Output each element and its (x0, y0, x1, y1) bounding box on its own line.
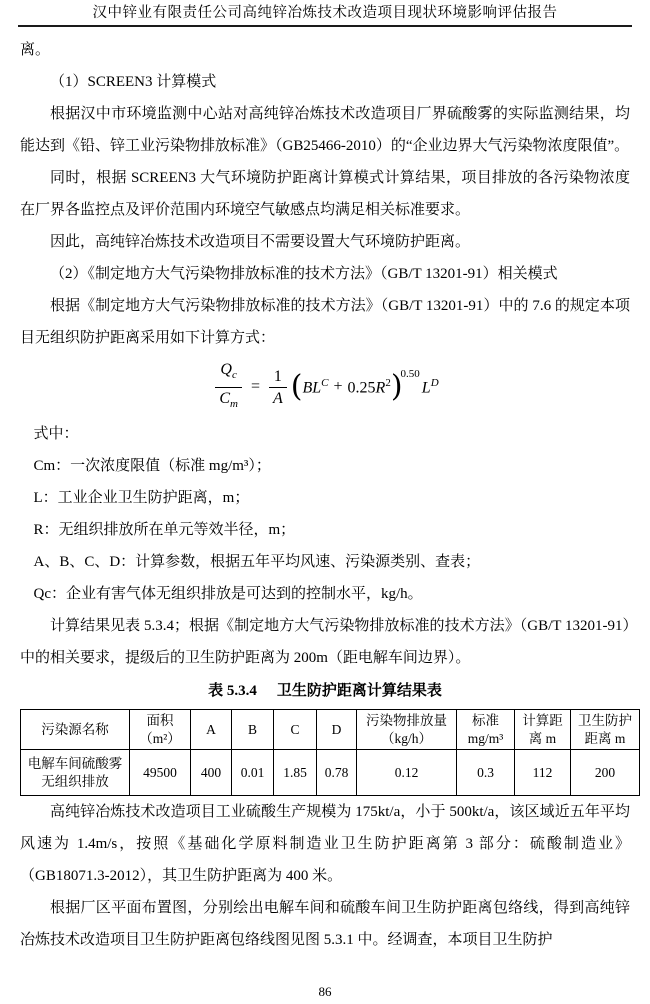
table-caption (20, 678, 630, 704)
cell-param-d: 0.78 (317, 750, 357, 796)
header-emission-rate: 污染物排放量（kg/h） (357, 710, 457, 750)
table-header (21, 710, 640, 750)
definition-l: L：工业企业卫生防护距离，m； (33, 490, 250, 506)
definition-qc: Qc：企业有害气体无组织排放是可达到的控制水平，kg/h。 (33, 586, 423, 602)
cell-calculated-distance: 112 (515, 750, 571, 796)
table-row (21, 750, 640, 796)
paragraph-6: 高纯锌冶炼技术改造项目工业硫酸生产规模为 175kt/a，小于 500kt/a，该区域近五年平均风速为 1.4m/s，按照《基础化学原料制造业卫生防护距离第 3 部分：硫酸制造业》（GB18071.3-2012），其卫生防护距离为 400 米。 (20, 804, 630, 884)
section1-heading: （1）SCREEN3 计算模式 (50, 74, 217, 90)
plus-sign: + (333, 378, 343, 395)
open-paren: ( (290, 369, 303, 404)
document-title: 汉中锌业有限责任公司高纯锌冶炼技术改造项目现状环境影响评估报告 (92, 5, 558, 21)
header-calculated-distance: 计算距离 m (515, 710, 571, 750)
protection-distance-formula (20, 361, 630, 410)
where-label: 式中： (33, 426, 79, 442)
header-area: 面积（m²） (130, 710, 191, 750)
running-header (0, 0, 650, 27)
paragraph-2: 同时，根据 SCREEN3 大气环境防护距离计算模式计算结果，项目排放的各污染物浓度在厂界各监控点及评价范围内环境空气敏感点均满足相关标准要求。 (20, 170, 630, 218)
close-paren: ) (390, 369, 403, 404)
formula-term1: $BL^C$ (302, 376, 329, 397)
protection-distance-results-table (20, 709, 640, 796)
paragraph-3: 因此，高纯锌冶炼技术改造项目不需要设置大气环境防护距离。 (50, 234, 471, 250)
equals-sign: = (250, 378, 260, 395)
header-param-d: D (317, 710, 357, 750)
header-pollution-source: 污染源名称 (21, 710, 130, 750)
definition-r: R：无组织排放所在单元等效半径，m； (33, 522, 296, 538)
definition-abcd: A、B、C、D：计算参数，根据五年平均风速、污染源类别、查表； (33, 554, 481, 570)
header-param-c: C (274, 710, 317, 750)
paragraph-1: 根据汉中市环境监测中心站对高纯锌冶炼技术改造项目厂界硫酸雾的实际监测结果，均能达到《铅、锌工业污染物排放标准》（GB25466-2010）的“企业边界大气污染物浓度限值”。 (20, 106, 630, 154)
paragraph-4: 根据《制定地方大气污染物排放标准的技术方法》（GB/T 13201-91）中的 7.6 的规定本项目无组织防护距离采用如下计算方式： (20, 298, 630, 346)
table-caption-title: 卫生防护距离计算结果表 (276, 683, 442, 699)
paragraph-continuation: 离。 (20, 42, 51, 58)
cell-param-c: 1.85 (274, 750, 317, 796)
formula-tail: $L^D$ (421, 376, 439, 397)
header-protection-distance: 卫生防护距离 m (571, 710, 640, 750)
formula-term2: $0.25R^2$ (347, 376, 391, 397)
page-number: 86 (318, 984, 332, 999)
table-body (21, 750, 640, 796)
cell-param-a: 400 (191, 750, 232, 796)
cell-protection-distance: 200 (571, 750, 640, 796)
cell-standard: 0.3 (457, 750, 515, 796)
table-caption-number: 表 5.3.4 (208, 683, 257, 699)
cell-emission-rate: 0.12 (357, 750, 457, 796)
header-rule (18, 25, 632, 27)
formula-outer-exponent: 0.50 (400, 368, 420, 380)
cell-param-b: 0.01 (232, 750, 274, 796)
formula-one-over-a-fraction: $\frac{1}{A}$ (269, 367, 287, 408)
table-header-row (21, 710, 640, 750)
page-content (20, 34, 630, 956)
definition-cm: Cm：一次浓度限值（标准 mg/m³）； (33, 458, 271, 474)
cell-area: 49500 (130, 750, 191, 796)
paragraph-5: 计算结果见表 5.3.4；根据《制定地方大气污染物排放标准的技术方法》（GB/T 13201-91）中的相关要求，提级后的卫生防护距离为 200m（距电解车间边界）。 (20, 618, 630, 666)
section2-heading: （2）《制定地方大气污染物排放标准的技术方法》（GB/T 13201-91）相关模式 (50, 266, 558, 282)
header-param-a: A (191, 710, 232, 750)
header-param-b: B (232, 710, 274, 750)
paragraph-7: 根据厂区平面布置图，分别绘出电解车间和硫酸车间卫生防护距离包络线，得到高纯锌冶炼技术改造项目卫生防护距离包络线图见图 5.3.1 中。经调查，本项目卫生防护 (20, 900, 630, 948)
formula-lhs-fraction: $\frac{Q_c}{C_m}$ (215, 360, 242, 413)
cell-pollution-source: 电解车间硫酸雾无组织排放 (21, 750, 130, 796)
header-standard: 标准 mg/m³ (457, 710, 515, 750)
